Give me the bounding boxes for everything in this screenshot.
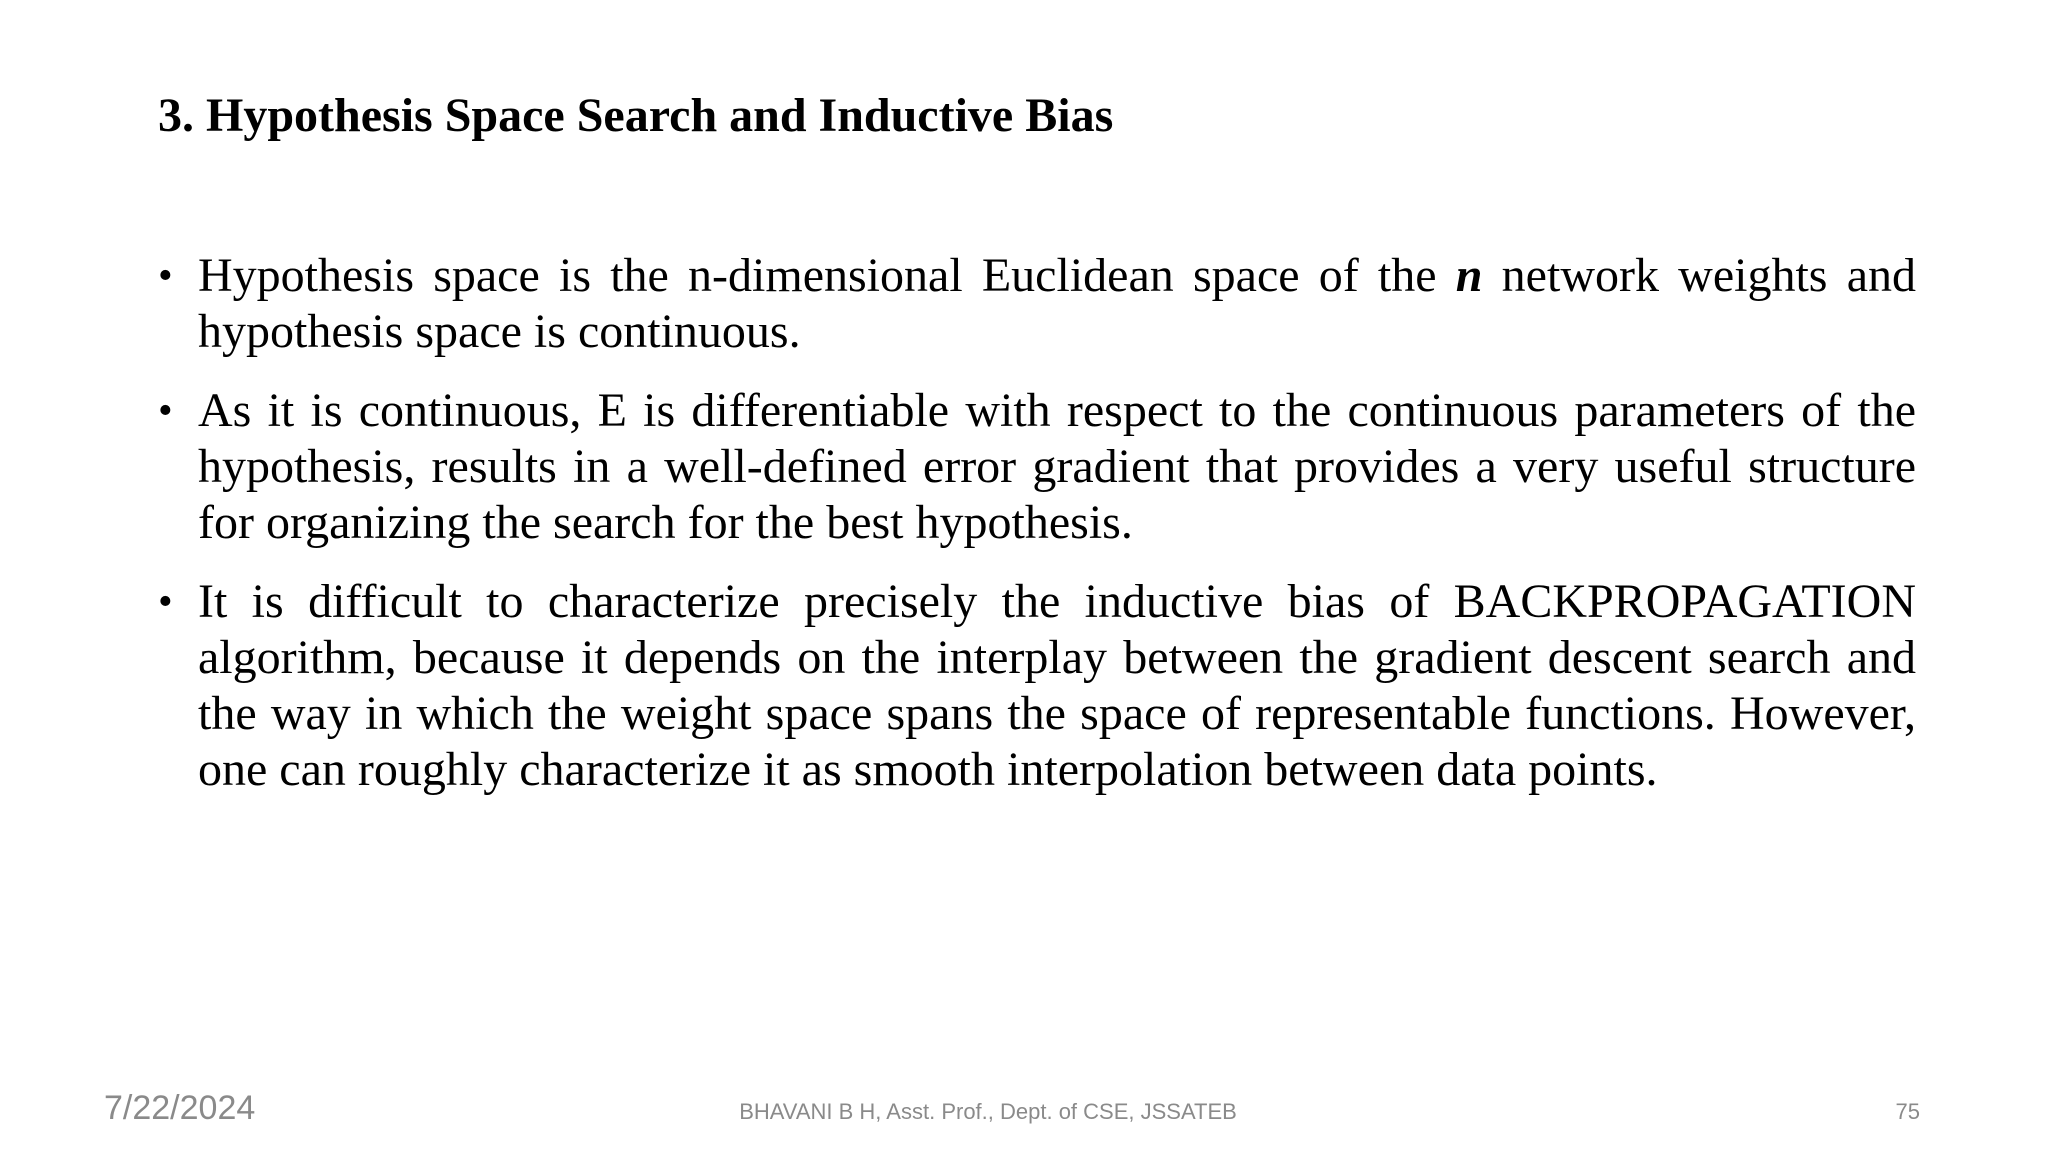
slide-title: 3. Hypothesis Space Search and Inductive Bias bbox=[158, 89, 1114, 142]
bullet-text bbox=[198, 249, 1916, 358]
bullet-item-inductive-bias bbox=[158, 574, 1916, 798]
bullet-item-continuous-gradient bbox=[158, 383, 1916, 551]
bullet-item-hypothesis-space bbox=[158, 248, 1916, 360]
bullet-icon: • bbox=[158, 388, 173, 434]
footer-page-number: 75 bbox=[1895, 1099, 1920, 1124]
bullet-icon: • bbox=[158, 579, 173, 625]
bullet-icon: • bbox=[158, 253, 173, 299]
bullet-emphasis: n bbox=[1455, 249, 1483, 302]
footer-author: BHAVANI B H, Asst. Prof., Dept. of CSE, JSSATEB bbox=[739, 1099, 1237, 1124]
bullet-text-part: network weights and hypothesis space is continuous. bbox=[198, 249, 1916, 358]
bullet-text: It is difficult to characterize precisely the inductive bias of BACKPROPAGATION algorithm, because it depends on the interplay between the gradient descent search and the way in which the weight space spans the space of representable functions. However, one can roughly characterize it as smooth interpolation between data points. bbox=[198, 575, 1916, 796]
bullet-list bbox=[158, 248, 1916, 798]
footer-date: 7/22/2024 bbox=[104, 1089, 256, 1127]
bullet-text-part: Hypothesis space is the n-dimensional Euclidean space of the bbox=[198, 249, 1456, 302]
bullet-text: As it is continuous, E is differentiable with respect to the continuous parameters of the hypothesis, results in a well-defined error gradient that provides a very useful structure for organizing the search for the best hypothesis. bbox=[198, 384, 1916, 549]
